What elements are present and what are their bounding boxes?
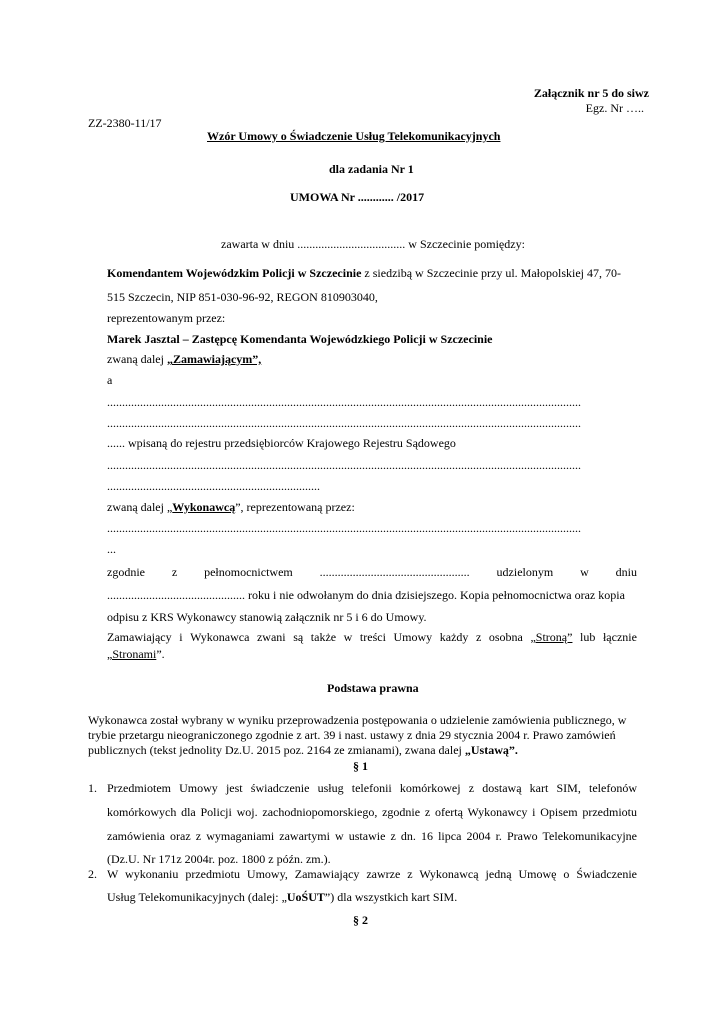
document-title: Wzór Umowy o Świadczenie Usług Telekomunikacyjnych <box>207 129 501 143</box>
word: i <box>179 630 183 644</box>
represented-by: reprezentowanym przez: <box>107 311 226 325</box>
uosut-term: UoŚUT <box>286 890 325 904</box>
word: w <box>343 630 353 644</box>
called-ordering-line <box>107 352 261 367</box>
word: z <box>475 630 482 644</box>
item2-number: 2. <box>88 867 97 881</box>
item1-line3: zamówienia oraz z wymaganiami zawartymi w ustawie z dn. 16 lipca 2004 r. Prawo Telekomunikacyjne <box>107 829 637 843</box>
section-2-heading: § 2 <box>353 913 368 927</box>
item1-line1: Przedmiotem Umowy jest świadczenie usług telefonii komórkowej z dostawą kart SIM, telefonów <box>107 781 637 795</box>
stronami-term: „Stronami <box>107 647 157 661</box>
word: .................................................. <box>319 565 470 579</box>
word: także <box>310 630 337 644</box>
contract-title: UMOWA Nr ............ /2017 <box>290 190 425 204</box>
blank-line-6: ... <box>107 542 116 556</box>
concluded-line: zawarta w dniu .................................... w Szczecinie pomiędzy: <box>221 237 525 251</box>
word: są <box>293 630 304 644</box>
item2-line2 <box>107 890 457 905</box>
legal-line3-text: publicznych (tekst jednolity Dz.U. 2015 poz. 2164 ze zmianami), zwana dalej <box>88 743 465 757</box>
word: lub <box>580 630 596 644</box>
item2-line2-suffix: ”) dla wszystkich kart SIM. <box>324 890 458 904</box>
item1-line2: komórkowych dla Policji woj. zachodniopomorskiego, zgodnie z ofertą Wykonawcy i Opisem przedmiotu <box>107 805 637 819</box>
word: zwani <box>256 630 286 644</box>
word: Umowy <box>393 630 433 644</box>
word: zgodnie <box>107 565 145 579</box>
word: dniu <box>615 565 637 579</box>
word: osobna <box>488 630 523 644</box>
blank-line-3: .............................................................................................................................................................. <box>107 458 581 472</box>
item2-line2-prefix: Usług Telekomunikacyjnych (dalej: „ <box>107 890 287 904</box>
blank-line-2: .............................................................................................................................................................. <box>107 416 581 430</box>
party1-line2: 515 Szczecin, NIP 851-030-96-92, REGON 810903040, <box>107 290 378 304</box>
blank-line-1: .............................................................................................................................................................. <box>107 395 581 409</box>
party1-name: Komendantem Wojewódzkim Policji w Szczecinie <box>107 266 362 280</box>
copy-number: Egz. Nr ….. <box>585 101 644 115</box>
task-title: dla zadania Nr 1 <box>329 162 414 176</box>
annex-label: Załącznik nr 5 do siwz <box>533 86 649 100</box>
word: z <box>171 565 178 579</box>
item1-number: 1. <box>88 781 97 795</box>
ordering-party-term: „Zamawiającym”, <box>166 352 262 366</box>
parties-line2 <box>107 647 165 662</box>
word: łącznie <box>602 630 637 644</box>
word: Wykonawca <box>190 630 250 644</box>
legal-line1: Wykonawca został wybrany w wyniku przeprowadzenia postępowania o udzielenie zamówienia publicznego, w <box>88 713 627 727</box>
parties-line1 <box>107 630 637 645</box>
parties-end: ”. <box>156 647 165 661</box>
blank-line-5: .............................................................................................................................................................. <box>107 521 581 535</box>
word: Zamawiający <box>107 630 172 644</box>
called-contractor-suffix: ”, reprezentowaną przez: <box>235 500 355 514</box>
called-contractor-prefix: zwaną dalej „ <box>107 500 173 514</box>
called-contractor-line <box>107 500 355 515</box>
item1-line4: (Dz.U. Nr 171z 2004r. poz. 1800 z późn. zm.). <box>107 852 331 866</box>
act-term: „Ustawą”. <box>464 743 518 757</box>
legal-line2: trybie przetargu nieograniczonego zgodnie z art. 39 i nast. ustawy z dnia 29 stycznia 2004 r. Prawo zamówień <box>88 728 616 742</box>
party1-line1 <box>107 266 621 281</box>
word: w <box>580 565 589 579</box>
party1-address: z siedzibą w Szczecinie przy ul. Małopolskiej 47, 70- <box>361 266 621 280</box>
word: udzielonym <box>496 565 554 579</box>
registry-line: ...... wpisaną do rejestru przedsiębiorców Krajowego Rejestru Sądowego <box>107 436 456 450</box>
item2-line1: W wykonaniu przedmiotu Umowy, Zamawiający zawrze z Wykonawcą jedną Umowę o Świadczenie <box>107 867 637 881</box>
power-line2: .............................................. roku i nie odwołanym do dnia dzisiejszego. Kopia pełnomocnictwa oraz kopia <box>107 588 625 602</box>
representative-name: Marek Jasztal – Zastępcę Komendanta Wojewódzkiego Policji w Szczecinie <box>107 332 493 346</box>
and-word: a <box>107 373 113 387</box>
power-line1 <box>107 565 637 580</box>
word: treści <box>359 630 386 644</box>
called-prefix: zwaną dalej <box>107 352 167 366</box>
power-line3: odpisu z KRS Wykonawcy stanowią załącznik nr 5 i 6 do Umowy. <box>107 610 427 624</box>
legal-line3 <box>88 743 518 758</box>
blank-line-4: ....................................................................... <box>107 479 320 493</box>
contractor-term: Wykonawcą <box>172 500 236 514</box>
legal-basis-heading: Podstawa prawna <box>327 681 419 695</box>
section-1-heading: § 1 <box>353 759 368 773</box>
strona-term: „Stroną” <box>530 630 573 644</box>
word: każdy <box>439 630 469 644</box>
reference-number: ZZ-2380-11/17 <box>88 116 162 130</box>
word: pełnomocnictwem <box>204 565 293 579</box>
